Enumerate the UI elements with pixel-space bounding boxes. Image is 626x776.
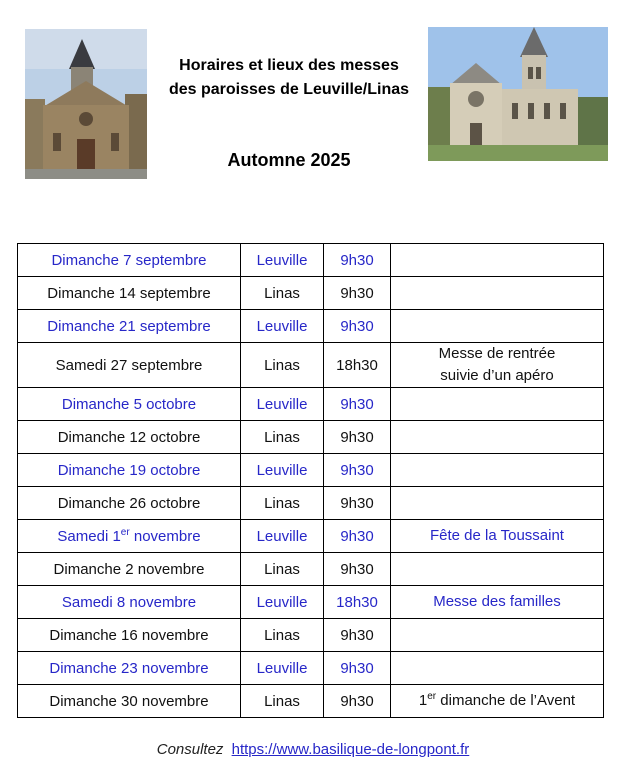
place-cell: Leuville xyxy=(241,388,324,421)
table-row xyxy=(18,244,604,277)
table-row xyxy=(18,520,604,553)
table-row xyxy=(18,652,604,685)
place-cell: Leuville xyxy=(241,652,324,685)
date-cell: Dimanche 12 octobre xyxy=(18,421,241,454)
note-cell xyxy=(391,619,604,652)
place-cell: Linas xyxy=(241,619,324,652)
date-cell: Dimanche 21 septembre xyxy=(18,310,241,343)
place-cell: Leuville xyxy=(241,520,324,553)
table-row xyxy=(18,454,604,487)
table-row xyxy=(18,553,604,586)
time-cell: 9h30 xyxy=(324,388,391,421)
mass-schedule-table xyxy=(17,243,604,718)
table-row xyxy=(18,343,604,388)
date-cell: Dimanche 2 novembre xyxy=(18,553,241,586)
note-cell xyxy=(391,244,604,277)
table-row xyxy=(18,685,604,718)
place-cell: Linas xyxy=(241,487,324,520)
note-cell xyxy=(391,277,604,310)
note-cell xyxy=(391,652,604,685)
note-cell: Fête de la Toussaint xyxy=(391,520,604,553)
date-prefix: Samedi 1 xyxy=(57,527,121,545)
place-cell: Leuville xyxy=(241,310,324,343)
time-cell: 9h30 xyxy=(324,619,391,652)
place-cell: Linas xyxy=(241,421,324,454)
note-cell xyxy=(391,310,604,343)
note-cell xyxy=(391,454,604,487)
page-title xyxy=(150,54,428,102)
note-cell xyxy=(391,553,604,586)
note-cell xyxy=(391,388,604,421)
time-cell: 9h30 xyxy=(324,244,391,277)
photo-church-linas xyxy=(428,27,608,161)
date-cell: Samedi 27 septembre xyxy=(18,343,241,388)
note-line-2: suivie d’un apéro xyxy=(440,367,554,384)
time-cell: 9h30 xyxy=(324,421,391,454)
date-cell: Dimanche 16 novembre xyxy=(18,619,241,652)
footer xyxy=(0,741,626,758)
table-row xyxy=(18,619,604,652)
time-cell: 9h30 xyxy=(324,487,391,520)
time-cell: 9h30 xyxy=(324,652,391,685)
table-row xyxy=(18,388,604,421)
footer-label: Consultez xyxy=(156,741,224,758)
date-cell: Samedi 8 novembre xyxy=(18,586,241,619)
table-row xyxy=(18,277,604,310)
table-row xyxy=(18,310,604,343)
date-cell: Dimanche 26 octobre xyxy=(18,487,241,520)
date-suffix: novembre xyxy=(129,527,201,545)
date-superscript: er xyxy=(120,526,130,538)
table-row xyxy=(18,586,604,619)
note-cell xyxy=(391,343,604,388)
place-cell: Linas xyxy=(241,685,324,718)
note-cell xyxy=(391,421,604,454)
time-cell: 9h30 xyxy=(324,520,391,553)
date-cell: Dimanche 5 octobre xyxy=(18,388,241,421)
date-cell: Dimanche 30 novembre xyxy=(18,685,241,718)
table-row xyxy=(18,421,604,454)
time-cell: 9h30 xyxy=(324,310,391,343)
note-prefix: 1 xyxy=(418,692,428,709)
time-cell: 18h30 xyxy=(324,586,391,619)
note-cell xyxy=(391,685,604,718)
place-cell: Linas xyxy=(241,277,324,310)
time-cell: 9h30 xyxy=(324,553,391,586)
title-line-1: Horaires et lieux des messes xyxy=(179,57,399,74)
time-cell: 9h30 xyxy=(324,454,391,487)
note-cell: Messe des familles xyxy=(391,586,604,619)
date-cell: Dimanche 19 octobre xyxy=(18,454,241,487)
date-cell: Dimanche 23 novembre xyxy=(18,652,241,685)
table-row xyxy=(18,487,604,520)
date-cell xyxy=(18,520,241,553)
place-cell: Leuville xyxy=(241,244,324,277)
date-cell: Dimanche 7 septembre xyxy=(18,244,241,277)
season-heading: Automne 2025 xyxy=(227,150,351,170)
title-line-2: des paroisses de Leuville/Linas xyxy=(168,81,410,98)
time-cell: 9h30 xyxy=(324,277,391,310)
note-suffix: dimanche de l’Avent xyxy=(436,692,576,709)
time-cell: 18h30 xyxy=(324,343,391,388)
place-cell: Linas xyxy=(241,553,324,586)
photo-church-leuville xyxy=(25,29,147,179)
place-cell: Leuville xyxy=(241,454,324,487)
note-line-1: Messe de rentrée xyxy=(438,345,556,362)
date-cell: Dimanche 14 septembre xyxy=(18,277,241,310)
website-link[interactable]: https://www.basilique-de-longpont.fr xyxy=(231,741,470,758)
note-cell xyxy=(391,487,604,520)
place-cell: Leuville xyxy=(241,586,324,619)
place-cell: Linas xyxy=(241,343,324,388)
time-cell: 9h30 xyxy=(324,685,391,718)
note-superscript: er xyxy=(427,691,437,702)
